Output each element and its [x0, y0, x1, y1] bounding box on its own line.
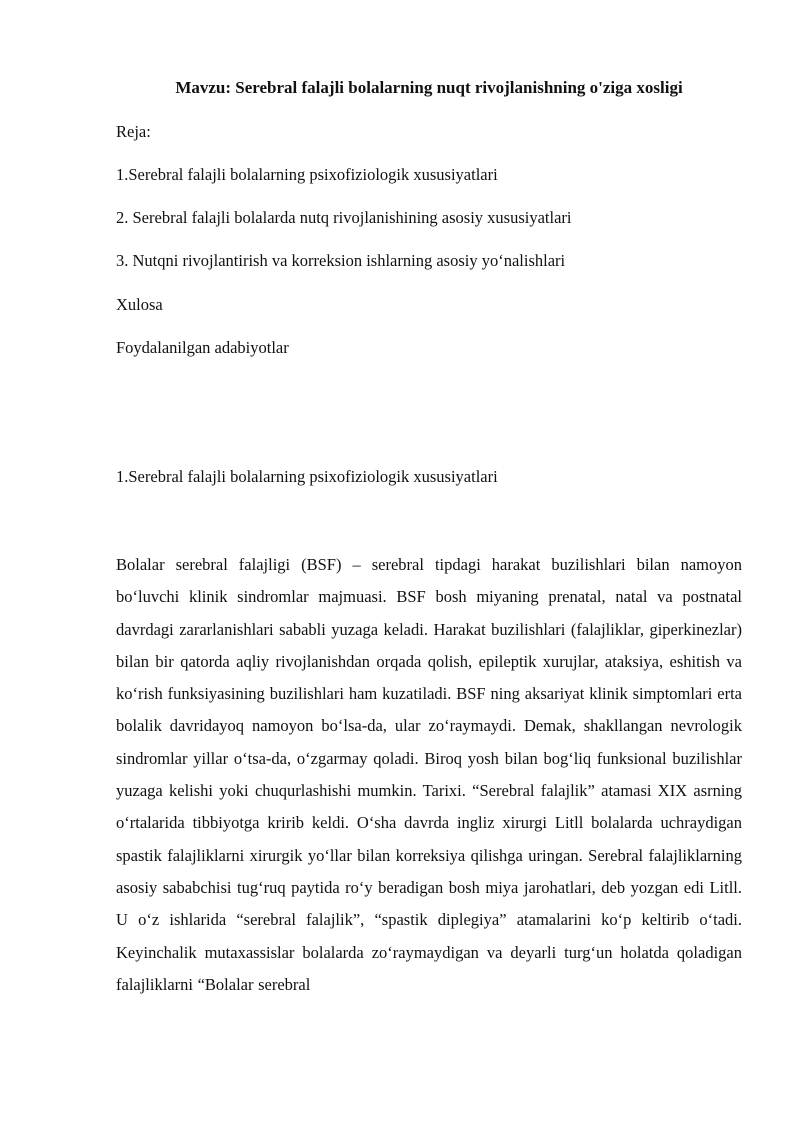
plan-item-1: 1.Serebral falajli bolalarning psixofiziologik xususiyatlari [116, 165, 498, 184]
plan-item-2: 2. Serebral falajli bolalarda nutq rivojlanishining asosiy xususiyatlari [116, 208, 572, 227]
plan-item-references: Foydalanilgan adabiyotlar [116, 338, 289, 357]
plan-label: Reja: [116, 122, 151, 141]
section-heading: 1.Serebral falajli bolalarning psixofiziologik xususiyatlari [116, 467, 498, 486]
body-paragraph: Bolalar serebral falajligi (BSF) – serebral tipdagi harakat buzilishlari bilan namoyon bo‘luvchi klinik sindromlar majmuasi. BSF bosh miyaning prenatal, natal va postnatal davrdagi zararlanishlari sababli yuzaga keladi. Harakat buzilishlari (falajliklar, giperkinezlar) bilan bir qatorda aqliy rivojlanishdan orqada qolish, epileptik xurujlar, ataksiya, eshitish va ko‘rish funksiyasining buzilishlari ham kuzatiladi. BSF ning aksariyat klinik simptomlari erta bolalik davridayoq namoyon bo‘lsa-da, ular zo‘raymaydi. Demak, shakllangan nevrologik sindromlar yillar o‘tsa-da, o‘zgarmay qoladi. Biroq yosh bilan bog‘liq funksional buzilishlar yuzaga kelishi yoki chuqurlashishi mumkin. Tarixi. “Serebral falajlik” atamasi XIX asrning o‘rtalarida tibbiyotga kririb keldi. O‘sha davrda ingliz xirurgi Litll bolalarda uchraydigan spastik falajliklarni xirurgik yo‘llar bilan korreksiya qilishga uringan. Serebral falajliklarning asosiy sababchisi tug‘ruq paytida ro‘y beradigan bosh miya jarohatlari, deb yozgan edi Litll. U o‘z ishlarida “serebral falajlik”, “spastik diplegiya” atamalarini ko‘p keltirib o‘tadi. Keyinchalik mutaxassislar bolalarda zo‘raymaydigan va deyarli turg‘un holatda qoladigan falajliklarni “Bolalar serebral [116, 555, 742, 994]
plan-item-3: 3. Nutqni rivojlantirish va korreksion ishlarning asosiy yo‘nalishlari [116, 251, 566, 270]
page-title: Mavzu: Serebral falajli bolalarning nuqt rivojlanishning o'ziga xosligi [175, 78, 683, 97]
plan-item-conclusion: Xulosa [116, 295, 163, 314]
